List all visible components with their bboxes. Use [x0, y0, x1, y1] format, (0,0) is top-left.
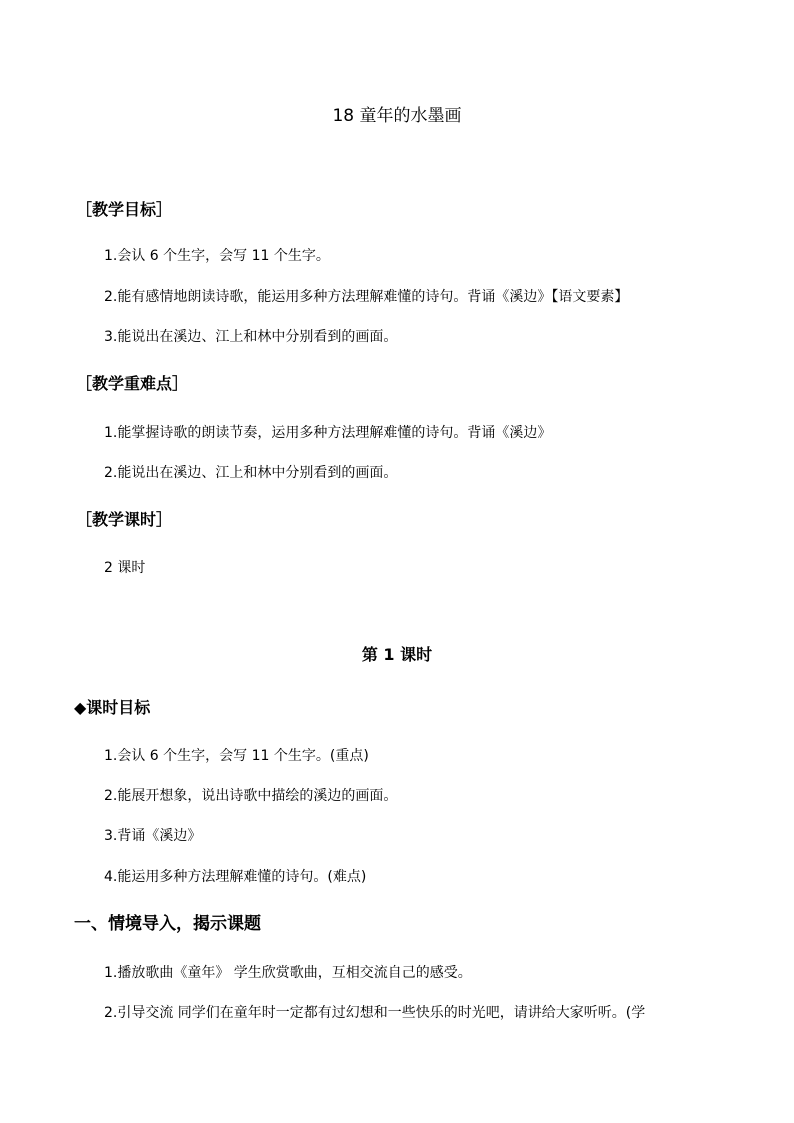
objective-item: 2.能展开想象，说出诗歌中描绘的溪边的画面。 [104, 788, 398, 804]
part-item: 2.引导交流 同学们在童年时一定都有过幻想和一些快乐的时光吧，请讲给大家听听。(学 [104, 1005, 646, 1021]
lesson-objectives-heading: ◆课时目标 [74, 698, 151, 717]
section-heading-key-points: ［教学重难点］ [76, 374, 189, 393]
objective-item: 1.会认 6 个生字，会写 11 个生字。(重点) [104, 748, 369, 764]
goal-item: 2.能有感情地朗读诗歌，能运用多种方法理解难懂的诗句。背诵《溪边》【语文要素】 [104, 289, 629, 305]
document-title: 18 童年的水墨画 [332, 106, 462, 126]
part-heading: 一、情境导入，揭示课题 [74, 914, 261, 934]
objective-item: 3.背诵《溪边》 [104, 828, 202, 844]
part-item: 1.播放歌曲《童年》 学生欣赏歌曲，互相交流自己的感受。 [104, 965, 472, 981]
key-point-item: 1.能掌握诗歌的朗读节奏，运用多种方法理解难懂的诗句。背诵《溪边》 [104, 425, 552, 441]
goal-item: 1.会认 6 个生字，会写 11 个生字。 [104, 248, 330, 264]
section-heading-goals: ［教学目标］ [76, 200, 173, 219]
key-point-item: 2.能说出在溪边、江上和林中分别看到的画面。 [104, 465, 398, 481]
goal-item: 3.能说出在溪边、江上和林中分别看到的画面。 [104, 329, 398, 345]
objective-item: 4.能运用多种方法理解难懂的诗句。(难点) [104, 869, 367, 885]
hours-value: 2 课时 [104, 560, 146, 576]
section-heading-hours: ［教学课时］ [76, 510, 173, 529]
lesson-title: 第 1 课时 [361, 645, 433, 664]
